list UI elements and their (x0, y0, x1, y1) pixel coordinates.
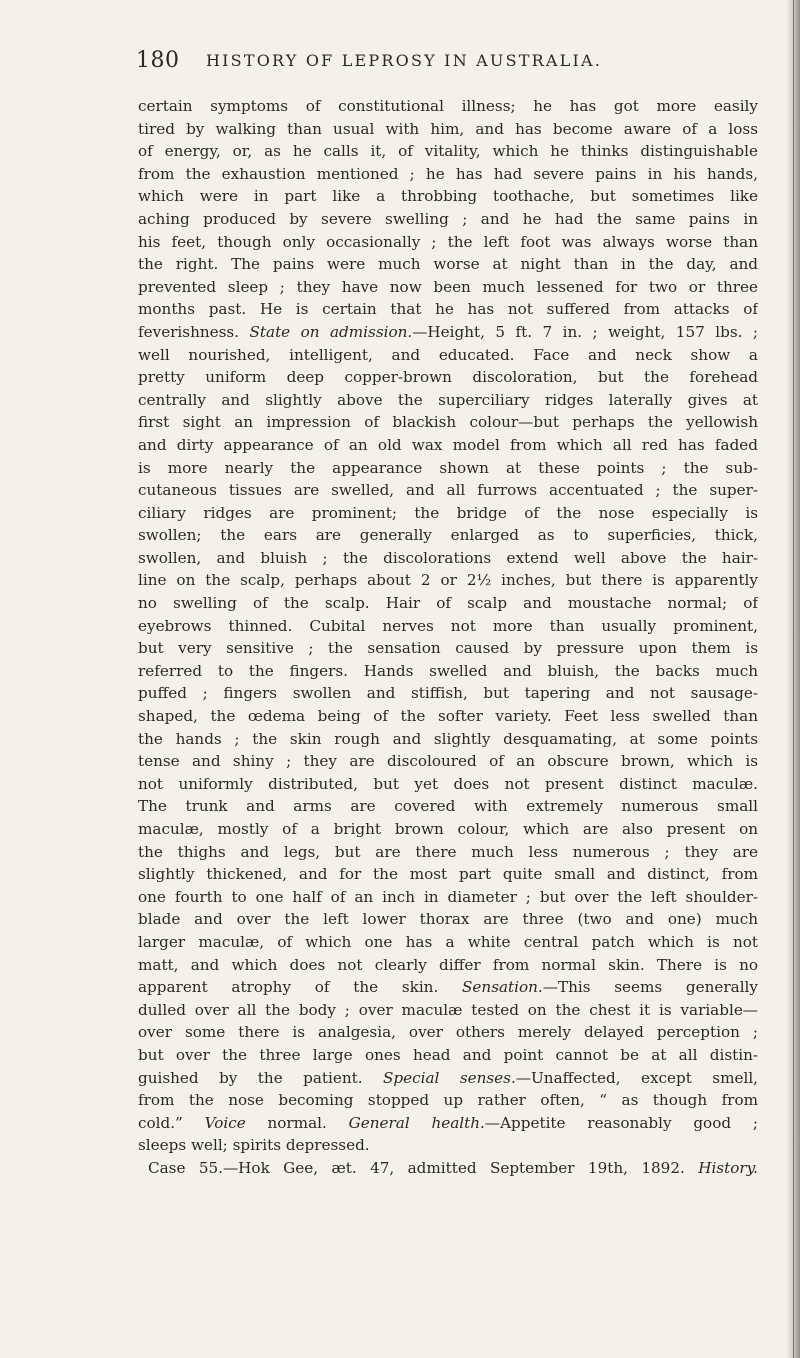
text-line: referred to the fingers. Hands swelled and bluish, the backs much (138, 661, 758, 680)
text-segment: guished by the patient. (138, 1068, 363, 1087)
text-line: puffed ; fingers swollen and stiffish, but tapering and not sausage- (138, 684, 758, 703)
page-header (136, 48, 756, 80)
page-edge-line (793, 0, 794, 1358)
text-line (138, 321, 758, 344)
page-number: 180 (136, 48, 180, 73)
text-line: matt, and which does not clearly differ from normal skin. There is no (138, 955, 758, 974)
text-segment: feverishness. (138, 322, 240, 341)
text-line: swollen; the ears are generally enlarged as to superficies, thick, (138, 526, 758, 545)
text-line: tense and shiny ; they are discoloured of an obscure brown, which is (138, 752, 758, 771)
text-line: and dirty appearance of an old wax model from which all red has faded (138, 435, 758, 454)
text-line: aching produced by severe swelling ; and he had the same pains in (138, 209, 758, 228)
state-on-admission-heading: State on admission. (249, 322, 413, 341)
text-line: but over the three large ones head and point cannot be at all distin- (138, 1045, 758, 1064)
text-segment: apparent atrophy of the skin. (138, 978, 439, 997)
case-heading: Case 55.—Hok Gee, æt. 47, admitted September 19th, 1892. (148, 1158, 685, 1177)
text-line (138, 976, 758, 999)
text-line: The trunk and arms are covered with extremely numerous small (138, 797, 758, 816)
text-line: tired by walking than usual with him, and has become aware of a loss (138, 119, 758, 138)
text-line: dulled over all the body ; over maculæ tested on the chest it is variable— (138, 1000, 758, 1019)
running-head: HISTORY OF LEPROSY IN AUSTRALIA. (206, 51, 603, 70)
sensation-heading: Sensation. (462, 978, 543, 997)
text-line: slightly thickened, and for the most part quite small and distinct, from (138, 865, 758, 884)
text-line: over some there is analgesia, over others merely delayed perception ; (138, 1023, 758, 1042)
text-line: well nourished, intelligent, and educated. Face and neck show a (138, 345, 758, 364)
text-line: certain symptoms of constitutional illness; he has got more easily (138, 97, 758, 115)
text-line (138, 1157, 758, 1180)
text-line: which were in part like a throbbing toothache, but sometimes like (138, 187, 758, 206)
special-senses-heading: Special senses. (383, 1068, 516, 1087)
text-line: sleeps well; spirits depressed. (138, 1136, 370, 1155)
text-line: from the exhaustion mentioned ; he has had severe pains in his hands, (138, 164, 758, 183)
text-segment: —Appetite reasonably good ; (484, 1113, 758, 1132)
text-line: blade and over the left lower thorax are three (two and one) much (138, 910, 758, 929)
text-line: the hands ; the skin rough and slightly desquamating, at some points (138, 729, 758, 748)
body-text (138, 95, 758, 1180)
text-segment: —This seems generally (542, 978, 758, 997)
voice-heading: Voice (204, 1113, 246, 1132)
text-line: centrally and slightly above the superciliary ridges laterally gives at (138, 390, 758, 409)
text-line: maculæ, mostly of a bright brown colour, which are also present on (138, 820, 758, 838)
text-line: not uniformly distributed, but yet does not present distinct maculæ. (138, 774, 758, 793)
text-line: the thighs and legs, but are there much less numerous ; they are (138, 842, 758, 861)
text-line: ciliary ridges are prominent; the bridge of the nose especially is (138, 503, 758, 522)
history-heading: History. (698, 1158, 758, 1177)
general-health-heading: General health. (348, 1113, 485, 1132)
text-line: but very sensitive ; the sensation caused by pressure upon them is (138, 639, 758, 658)
text-line: from the nose becoming stopped up rather often, “ as though from (138, 1091, 758, 1110)
text-line: his feet, though only occasionally ; the left foot was always worse than (138, 232, 758, 251)
text-line: larger maculæ, of which one has a white central patch which is not (138, 932, 758, 951)
text-line: is more nearly the appearance shown at these points ; the sub- (138, 458, 758, 477)
text-segment: cold.” (138, 1113, 183, 1132)
text-line: line on the scalp, perhaps about 2 or 2½ inches, but there is apparently (138, 571, 758, 590)
text-line: the right. The pains were much worse at night than in the day, and (138, 255, 758, 274)
text-line: pretty uniform deep copper-brown discoloration, but the forehead (138, 368, 758, 387)
text-line: swollen, and bluish ; the discolorations extend well above the hair- (138, 548, 758, 567)
text-segment: normal. (267, 1113, 327, 1132)
text-line: of energy, or, as he calls it, of vitality, which he thinks distinguishable (138, 142, 758, 161)
text-line: eyebrows thinned. Cubital nerves not more than usually prominent, (138, 616, 758, 635)
text-segment: —Unaffected, except smell, (515, 1068, 758, 1087)
text-line: prevented sleep ; they have now been much lessened for two or three (138, 277, 758, 296)
text-line: one fourth to one half of an inch in diameter ; but over the left shoulder- (138, 887, 758, 906)
text-line: no swelling of the scalp. Hair of scalp and moustache normal; of (138, 594, 758, 613)
text-line (138, 1112, 758, 1135)
text-line (138, 1067, 758, 1090)
text-segment: —Height, 5 ft. 7 in. ; weight, 157 lbs. ; (412, 322, 758, 341)
text-line: months past. He is certain that he has not suffered from attacks of (138, 300, 758, 319)
text-line: cutaneous tissues are swelled, and all furrows accentuated ; the super- (138, 481, 758, 500)
text-line: shaped, the œdema being of the softer variety. Feet less swelled than (138, 707, 758, 726)
text-line: first sight an impression of blackish colour—but perhaps the yellowish (138, 413, 758, 432)
